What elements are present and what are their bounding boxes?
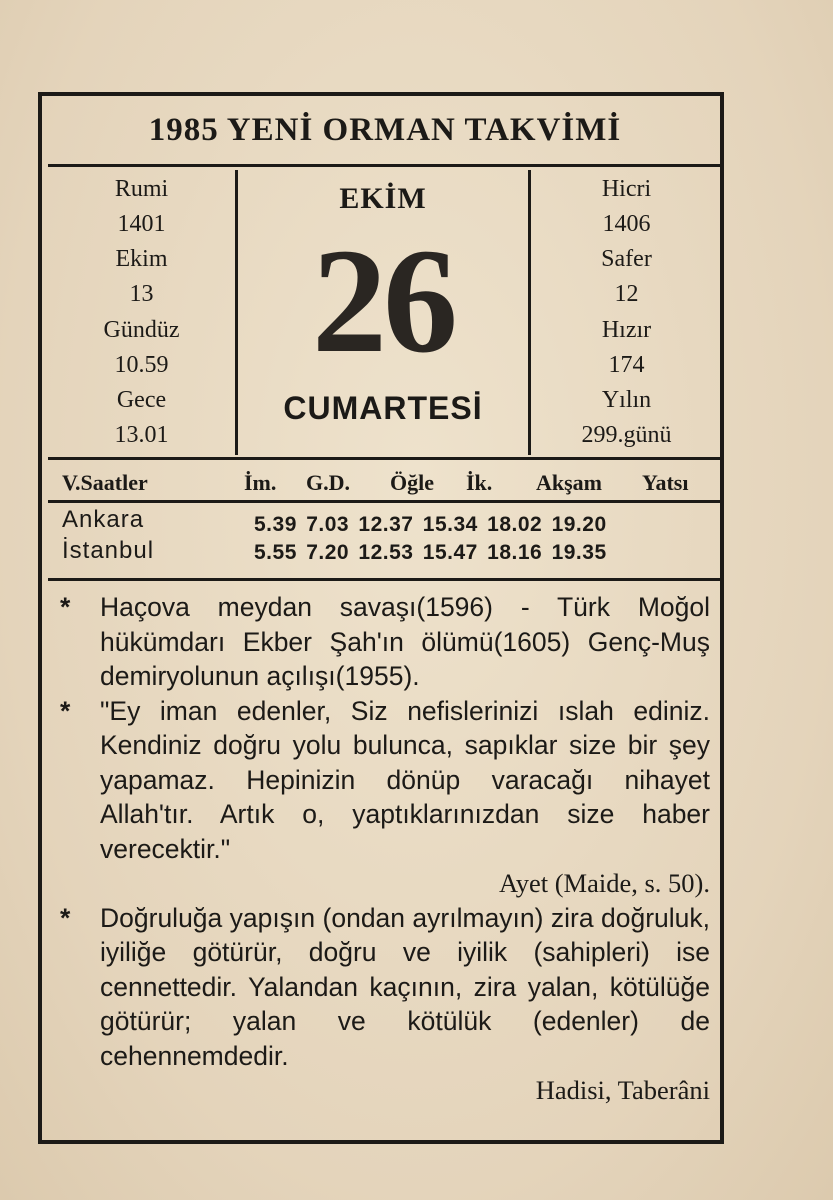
note-item: [60, 694, 710, 901]
daily-notes: [60, 590, 710, 1108]
note-text: Haçova meydan savaşı(1596) - Türk Moğol hükümdarı Ekber Şah'ın ölümü(1605) Genç-Muş demiryolunun açılışı(1955).: [100, 592, 710, 691]
note-text: "Ey iman edenler, Siz nefislerinizi ıslah ediniz. Kendiniz doğru yolu bulunca, sapıklar size bir şey yapamaz. Hepinizin dönüp varacağı nihayet Allah'tır. Artık o, yaptıklarınızdan size haber verecektir.": [100, 695, 710, 864]
night-length: 13.01: [114, 421, 169, 448]
note-text: Doğruluğa yapışın (ondan ayrılmayın) zira doğruluk, iyiliğe götürür, doğru ve iyilik (sahipleri) ise cennettedir. Yalandan kaçının, zira yalan, kötülüğe götürür; yalan ve kötülük (edenler) de cehennemdedir.: [100, 902, 710, 1071]
hizir-count: 174: [608, 351, 645, 378]
daytime-label: Gündüz: [103, 316, 180, 343]
weekday-name: CUMARTESİ: [283, 390, 483, 426]
rumi-month: Ekim: [115, 246, 168, 273]
note-item: [60, 901, 710, 1108]
date-header: [48, 170, 722, 460]
hicri-day: 12: [614, 281, 639, 308]
rumi-day: 13: [129, 281, 154, 308]
note-item: [60, 590, 710, 694]
city-times: 5.55 7.20 12.53 15.47 18.16 19.35: [254, 541, 607, 564]
rumi-year: 1401: [117, 211, 166, 238]
note-source: Ayet (Maide, s. 50).: [499, 868, 710, 898]
header-imsak: İm.: [244, 470, 277, 495]
night-label: Gece: [116, 386, 167, 413]
rumi-label: Rumi: [114, 176, 169, 202]
hizir-label: Hızır: [601, 316, 652, 343]
daytime-length: 10.59: [114, 351, 169, 378]
date-center: [241, 170, 525, 455]
year-day-count: 299.günü: [581, 421, 672, 448]
prayer-times-table: [48, 503, 722, 575]
hicri-year: 1406: [602, 211, 651, 238]
prayer-times-header: [48, 462, 722, 502]
month-name: EKİM: [339, 182, 427, 215]
bullet-star: *: [60, 592, 71, 622]
city-name: İstanbul: [62, 537, 155, 564]
rumi-column: [48, 170, 238, 455]
hicri-column: [528, 170, 722, 455]
header-gunes: G.D.: [306, 470, 350, 495]
header-aksam: Akşam: [536, 470, 603, 495]
city-name: Ankara: [62, 506, 145, 533]
calendar-title: 1985 YENİ ORMAN TAKVİMİ: [48, 97, 722, 167]
note-source: Hadisi, Taberâni: [535, 1075, 710, 1105]
header-ogle: Öğle: [390, 470, 434, 495]
divider: [48, 457, 722, 460]
prayer-label: V.Saatler: [62, 470, 148, 495]
divider: [48, 578, 722, 581]
bullet-star: *: [60, 695, 71, 726]
hicri-label: Hicri: [601, 176, 652, 202]
year-day-label: Yılın: [601, 386, 652, 413]
bullet-star: *: [60, 902, 71, 933]
city-times: 5.39 7.03 12.37 15.34 18.02 19.20: [254, 513, 607, 536]
day-number: 26: [312, 218, 454, 384]
header-ikindi: İk.: [466, 470, 493, 495]
header-yatsi: Yatsı: [642, 470, 689, 495]
hicri-month: Safer: [601, 246, 652, 273]
